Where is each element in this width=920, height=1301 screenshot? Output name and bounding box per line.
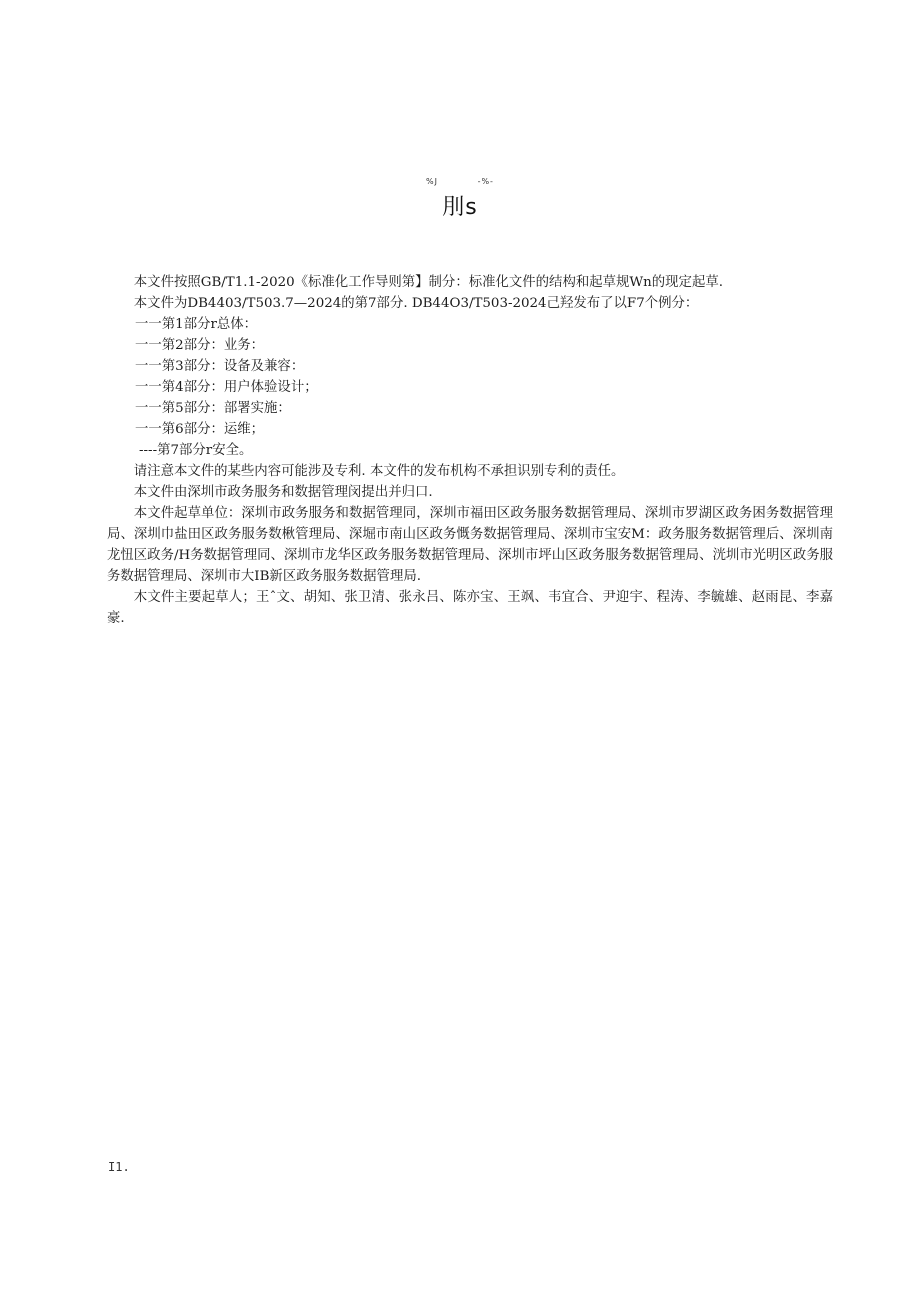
part-list-item: 一一第6部分：运维； — [135, 422, 265, 437]
header-decoration — [0, 177, 920, 186]
proposer-paragraph: 本文件由深圳市政务服务和数据管理闵提出并归口. — [133, 485, 433, 500]
part-list-item: 一一第4部分：用户体验设计； — [135, 380, 318, 395]
part-list-item: 一一第5部分：部署实施： — [135, 401, 291, 416]
drafting-basis-paragraph: 本文件按照GB/T1.1-2020《标准化工作导则第】制分：标准化文件的结构和起草规Wn的现定起草. — [133, 275, 723, 290]
document-body — [107, 272, 833, 629]
part-list-item: 一一第2部分：业务： — [135, 338, 265, 353]
part-list-item: 一一第3部分：设备及兼容： — [135, 359, 305, 374]
deco-left-mark: %J — [426, 177, 439, 186]
part-list-item: ----第7部分r安全。 — [139, 443, 253, 458]
part-list-item: 一一第1部分r总体： — [135, 317, 258, 332]
drafters-paragraph: 木文件主要起草人；王ˆ文、胡知、张卫清、张永吕、陈亦宝、王飒、韦宜合、尹迎宇、程涛、李毓雄、赵雨昆、李嘉豪. — [107, 590, 833, 626]
page-title: 刖s — [442, 195, 478, 220]
drafting-units-paragraph: 本文件起草单位：深圳市政务服务和数据管理同，深圳市福田区政务服务数据管理局、深圳市罗湖区政务困务数据管理局、深圳巾盐田区政务服务数楸管理局、深堀市南山区政务慨务数据管理局、深圳市宝安M：政务服务数据管理后、深圳南龙忸区政务/H务数据管理同、深圳市龙华区政务服务数据管理局、深圳市坪山区政务服务数据管理局、洸圳市光明区政务服务数据管理局、深圳市大IB新区政务服务数据管理局. — [107, 506, 833, 584]
page-number: I1. — [108, 1160, 130, 1174]
deco-right-mark: -%- — [477, 177, 494, 186]
patent-notice-paragraph: 请注意本文件的某些内容可能涉及专利. 本文件的发布机构不承担识别专利的责任。 — [133, 464, 625, 479]
document-parts-intro: 本文件为DB4403/T503.7—2024的第7部分. DB44O3/T503-2024己羟发布了以F7个例分： — [133, 296, 699, 311]
